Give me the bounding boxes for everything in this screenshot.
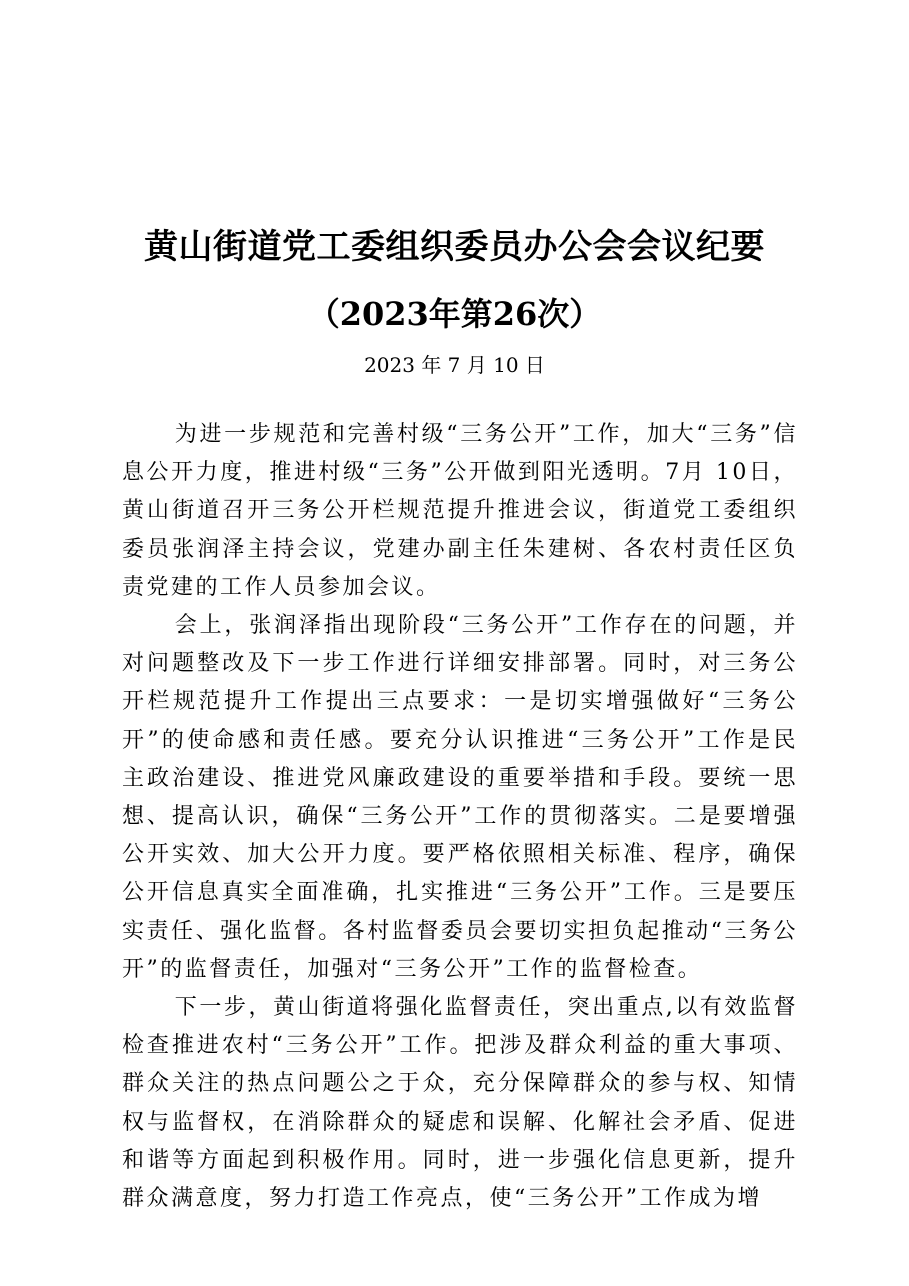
document-title: 黄山街道党工委组织委员办公会会议纪要 — [144, 227, 765, 267]
document-date: 2023 年 7 月 10 日 — [364, 353, 545, 377]
document-subtitle: （2023年第26次） — [307, 295, 602, 333]
body-paragraph: 会上，张润泽指出现阶段“三务公开”工作存在的问题，并对问题整改及下一步工作进行详细安排部署。同时，对三务公开栏规范提升工作提出三点要求：一是切实增强做好“三务公开”的使命感和责任感。要充分认识推进“三务公开”工作是民主政治建设、推进党风廉政建设的重要举措和手段。要统一思想、提高认识，确保“三务公开”工作的贯彻落实。二是要增强公开实效、加大公开力度。要严格依照相关标准、程序，确保公开信息真实全面准确，扎实推进“三务公开”工作。三是要压实责任、强化监督。各村监督委员会要切实担负起推动“三务公开”的监督责任，加强对“三务公开”工作的监督检查。 — [122, 613, 798, 982]
document-body — [122, 416, 798, 1218]
body-paragraph: 为进一步规范和完善村级“三务公开”工作，加大“三务”信息公开力度，推进村级“三务”公开做到阳光透明。7月 10日，黄山街道召开三务公开栏规范提升推进会议，街道党工委组织委员张润泽主持会议，党建办副主任朱建树、各农村责任区负责党建的工作人员参加会议。 — [122, 422, 798, 600]
body-paragraph: 下一步，黄山街道将强化监督责任，突出重点,以有效监督检查推进农村“三务公开”工作。把涉及群众利益的重大事项、群众关注的热点问题公之于众，充分保障群众的参与权、知情权与监督权，在消除群众的疑虑和误解、化解社会矛盾、促进和谐等方面起到积极作用。同时，进一步强化信息更新，提升群众满意度，努力打造工作亮点，使“三务公开”工作成为增 — [122, 995, 798, 1212]
